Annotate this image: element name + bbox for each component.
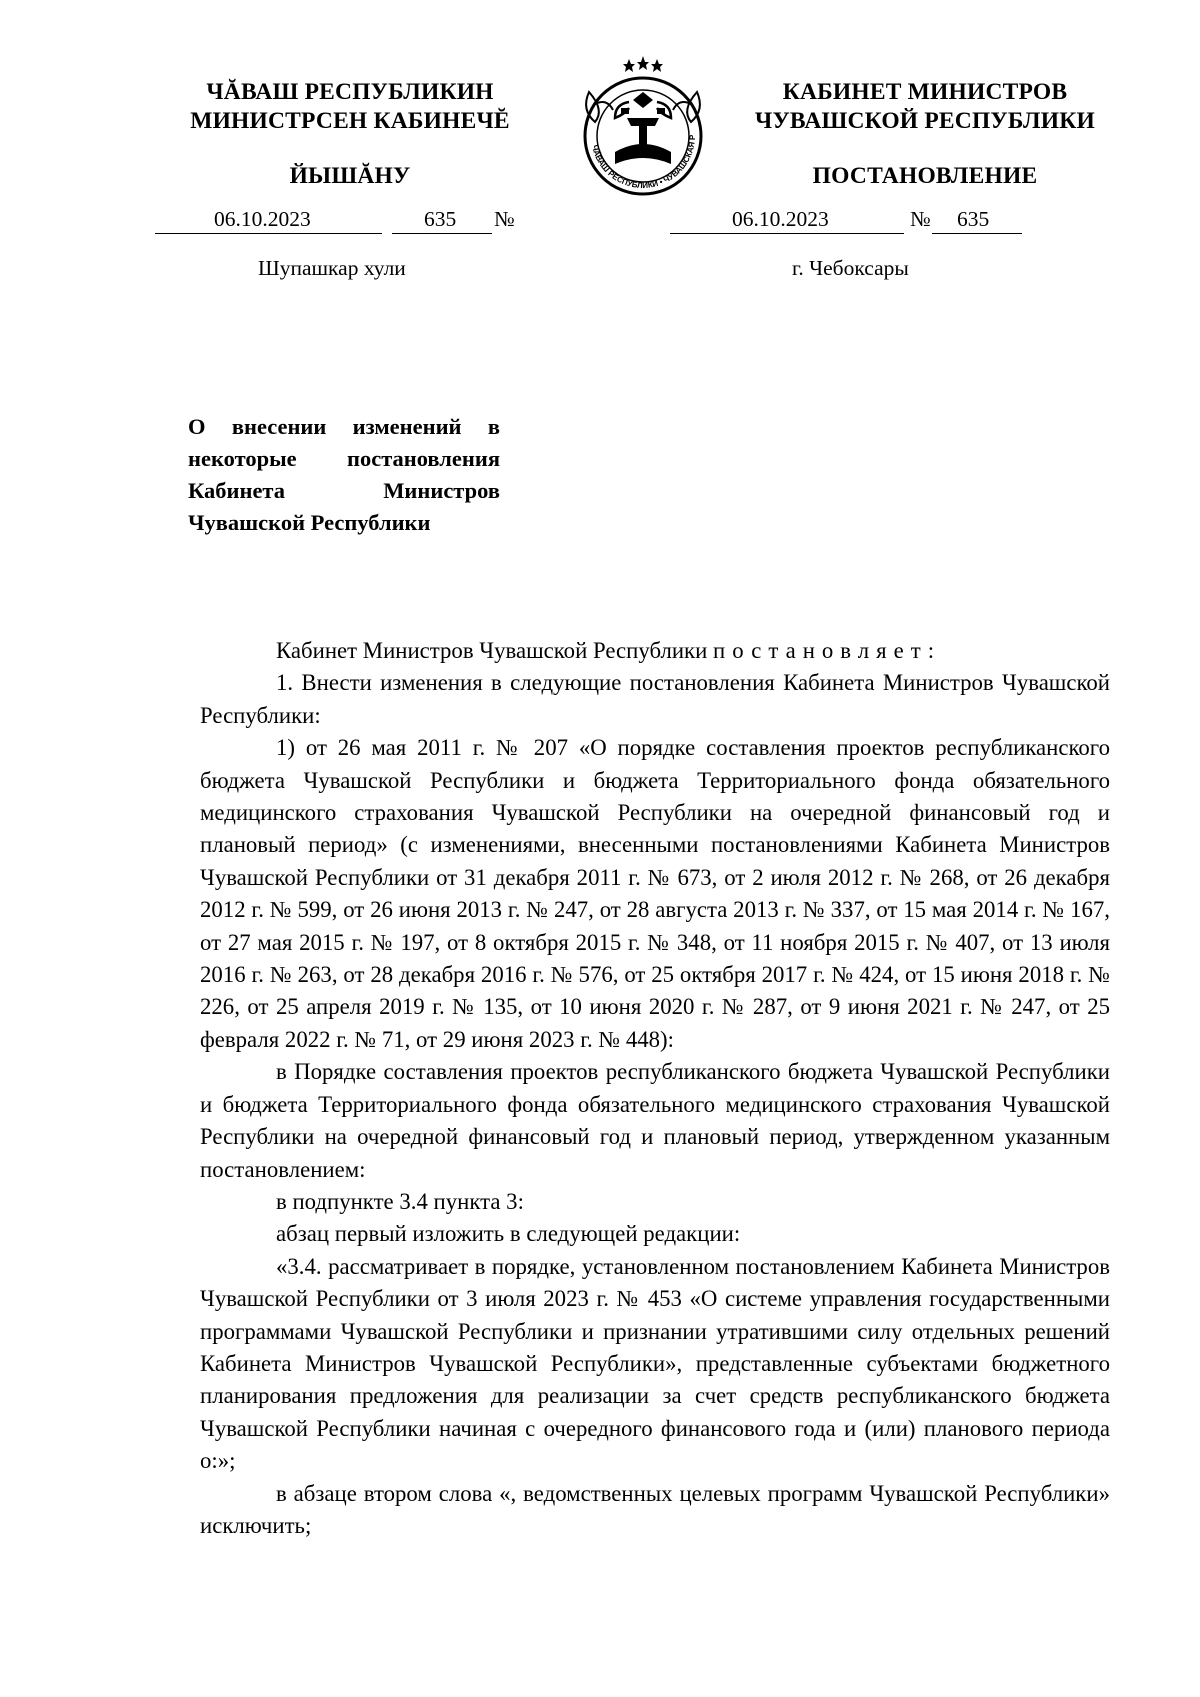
paragraph-3: в Порядке составления проектов республиканского бюджета Чувашской Республики и бюджета Территориального фонда обязательного медицинского страхования Чувашской Республики на очередной финансовый год и плановый период, утвержденном указанным постановлением:: [200, 1059, 1110, 1182]
left-number-underline: [392, 233, 492, 234]
paragraph-4: в подпункте 3.4 пункта 3:: [276, 1188, 524, 1214]
coat-of-arms-emblem: [571, 52, 716, 198]
left-no-sign: №: [494, 207, 515, 231]
right-date: 06.10.2023: [732, 207, 829, 231]
left-date-underline: [155, 233, 382, 234]
paragraph-2: 1) от 26 мая 2011 г. № 207 «О порядке составления проектов республиканского бюджета Чувашской Республики и бюджета Территориального фонда обязательного медицинского страхования Чувашской Республики на очередной финансовый год и плановый период» (с изменениями, внесенными постановлениями Кабинета Министров Чувашской Республики от 31 декабря 2011 г. № 673, от 2 июля 2012 г. № 268, от 26 декабря 2012 г. № 599, от 26 июня 2013 г. № 247, от 28 августа 2013 г. № 337, от 15 мая 2014 г. № 167, от 27 мая 2015 г. № 197, от 8 октября 2015 г. № 348, от 11 ноября 2015 г. № 407, от 13 июля 2016 г. № 263, от 28 декабря 2016 г. № 576, от 25 октября 2017 г. № 424, от 15 июня 2018 г. № 226, от 25 апреля 2019 г. № 135, от 10 июня 2020 г. № 287, от 9 июня 2021 г. № 247, от 25 февраля 2022 г. № 71, от 29 июня 2023 г. № 448):: [200, 735, 1110, 1052]
intro-paragraph: [200, 635, 1110, 667]
right-number: 635: [957, 207, 990, 231]
left-number: 635: [424, 207, 457, 231]
intro-end: :: [927, 638, 935, 663]
document-body: [200, 635, 1110, 1542]
paragraph-7: в абзаце втором слова «, ведомственных целевых программ Чувашской Республики» исключить;: [200, 1480, 1110, 1538]
right-date-underline: [670, 233, 904, 234]
paragraph-5: абзац первый изложить в следующей редакции:: [276, 1221, 741, 1247]
header-right-org: [730, 78, 1120, 136]
left-date: 06.10.2023: [214, 207, 311, 231]
svg-text:ЧĂВАШ РЕСПУБЛИКИ • ЧУВАШСКАЯ Р: ЧĂВАШ РЕСПУБЛИКИ • ЧУВАШСКАЯ Р: [589, 134, 698, 191]
left-city: Шупашкар хули: [258, 256, 406, 280]
header-right-doc-type: ПОСТАНОВЛЕНИЕ: [812, 163, 1038, 189]
paragraph-1: 1. Внести изменения в следующие постановления Кабинета Министров Чувашской Республики:: [200, 670, 1110, 728]
header-left-line2: МИНИСТРСЕН КАБИНЕЧĔ: [190, 108, 510, 134]
header-left-doc-type: ЙЫШĂНУ: [289, 163, 411, 189]
intro-start: Кабинет Министров Чувашской Республики: [276, 638, 708, 663]
right-no-sign: №: [910, 207, 931, 231]
right-city: г. Чебоксары: [792, 256, 909, 280]
header-right-line2: ЧУВАШСКОЙ РЕСПУБЛИКИ: [755, 108, 1095, 134]
right-number-underline: [932, 233, 1022, 234]
header-right-line1: КАБИНЕТ МИНИСТРОВ: [782, 79, 1068, 105]
header-left-line1: ЧĂВАШ РЕСПУБЛИКИН: [206, 79, 494, 105]
header-left-org: [150, 78, 550, 136]
document-title: О внесении изменений в некоторые постановления Кабинета Министров Чувашской Республики: [188, 414, 500, 535]
intro-resolves: постановляет: [713, 638, 928, 663]
paragraph-6: «3.4. рассматривает в порядке, установленном постановлением Кабинета Министров Чувашской Республики от 3 июля 2023 г. № 453 «О системе управления государственными программами Чувашской Республики и признании утратившими силу отдельных решений Кабинета Министров Чувашской Республики», представленные субъектами бюджетного планирования предложения для реализации за счет средств республиканского бюджета Чувашской Республики начиная с очередного финансового года и (или) планового периода о:»;: [200, 1253, 1110, 1474]
